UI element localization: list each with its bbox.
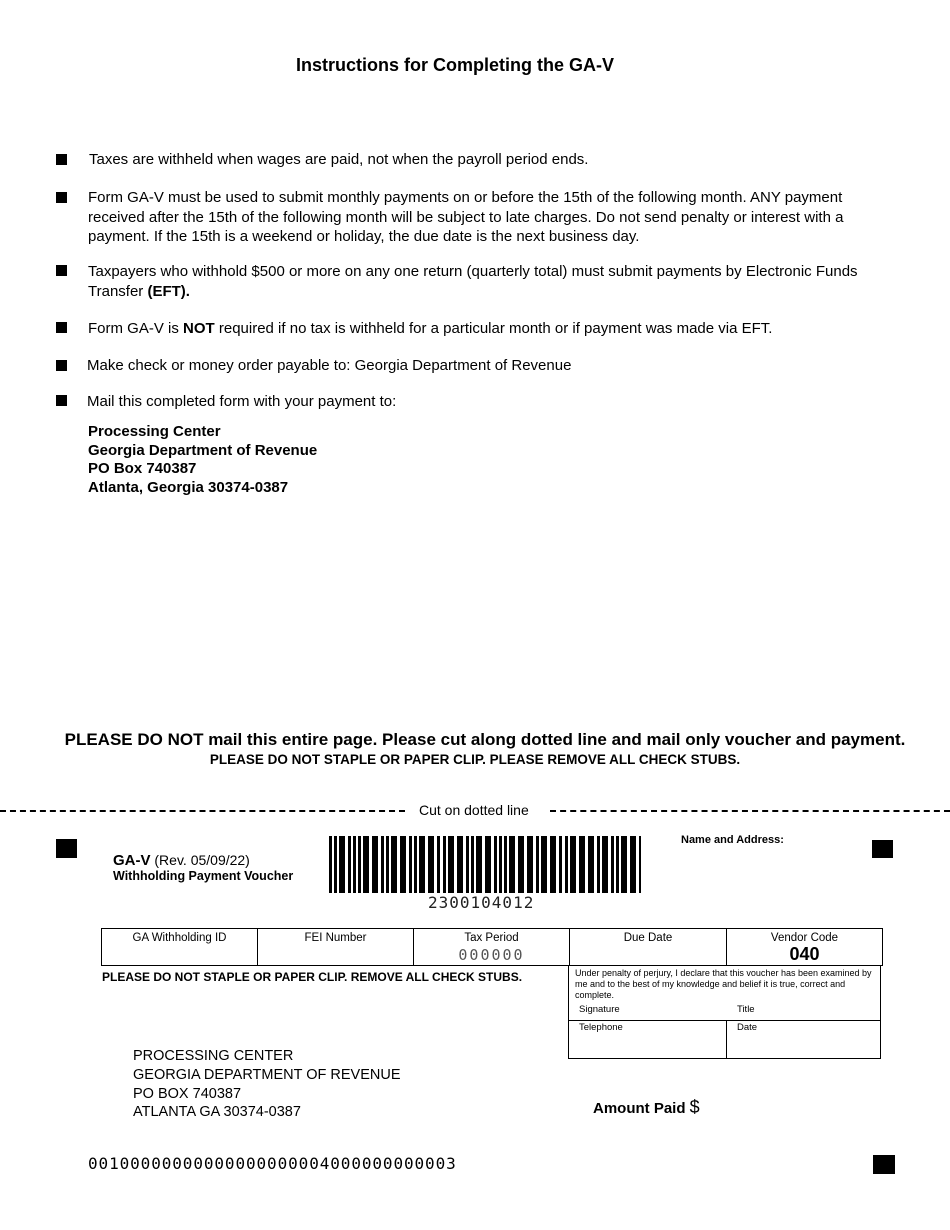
- barcode-bar: [559, 836, 562, 893]
- barcode-bar: [509, 836, 515, 893]
- processing-address: [133, 1047, 401, 1122]
- barcode-bar: [381, 836, 384, 893]
- voucher-field-grid: [101, 928, 883, 966]
- bullet-square-icon: [56, 360, 67, 371]
- ga-withholding-id-field[interactable]: [102, 929, 258, 966]
- due-date-label: Due Date: [623, 932, 673, 944]
- barcode-bar: [358, 836, 361, 893]
- due-date-field[interactable]: [570, 929, 727, 966]
- mailing-address-line: Atlanta, Georgia 30374-0387: [88, 479, 289, 497]
- mailing-address-line: Processing Center: [88, 423, 221, 440]
- cut-line-left: [0, 810, 405, 812]
- barcode-bar: [443, 836, 446, 893]
- processing-address-line: PO BOX 740387: [133, 1085, 242, 1102]
- barcode-bar: [329, 836, 332, 893]
- bullet-square-icon: [56, 192, 67, 203]
- cut-line-right: [550, 810, 950, 812]
- processing-address-line: GEORGIA DEPARTMENT OF REVENUE: [133, 1066, 401, 1083]
- barcode-bar: [334, 836, 337, 893]
- barcode-bar: [471, 836, 474, 893]
- barcode-bar: [570, 836, 576, 893]
- mailing-address-line: Georgia Department of Revenue: [88, 441, 318, 459]
- form-id: [113, 852, 250, 869]
- barcode-bar: [437, 836, 440, 893]
- barcode-bar: [448, 836, 454, 893]
- barcode-bar: [579, 836, 585, 893]
- bullet-square-icon: [56, 154, 67, 165]
- instruction-bullet-4-text-after: required if no tax is withheld for a particular month or if payment was made via EFT.: [214, 320, 773, 337]
- amount-paid-field[interactable]: [593, 1097, 700, 1118]
- instruction-bullet-6: Mail this completed form with your payment to:: [87, 393, 397, 410]
- form-code: GA-V: [113, 852, 151, 869]
- vendor-code-value: 040: [789, 944, 820, 964]
- registration-mark: [56, 839, 77, 858]
- amount-paid-label: Amount Paid: [593, 1100, 686, 1117]
- barcode-bar: [527, 836, 533, 893]
- ga-withholding-id-label: GA Withholding ID: [132, 932, 227, 944]
- barcode-bar: [616, 836, 619, 893]
- barcode-bar: [541, 836, 547, 893]
- date-input[interactable]: [728, 1036, 878, 1056]
- barcode: [329, 836, 641, 893]
- name-and-address-label: Name and Address:: [681, 834, 784, 846]
- cut-line-label: Cut on dotted line: [419, 802, 529, 818]
- instruction-bullet-1: Taxes are withheld when wages are paid, not when the payroll period ends.: [89, 151, 589, 168]
- barcode-bar: [536, 836, 539, 893]
- barcode-bar: [386, 836, 389, 893]
- registration-mark: [873, 1155, 895, 1174]
- form-revision: (Rev. 05/09/22): [154, 852, 250, 868]
- barcode-bar: [419, 836, 425, 893]
- signature-label: Signature: [579, 1004, 620, 1015]
- barcode-bar: [611, 836, 614, 893]
- barcode-bar: [588, 836, 594, 893]
- instruction-bullet-4-bold: NOT: [183, 320, 215, 337]
- barcode-bar: [348, 836, 351, 893]
- tax-period-label: Tax Period: [464, 932, 519, 944]
- mailing-address-line: PO Box 740387: [88, 460, 197, 478]
- staple-notice: PLEASE DO NOT STAPLE OR PAPER CLIP. REMOVE ALL CHECK STUBS.: [102, 970, 523, 984]
- fei-number-label: FEI Number: [304, 932, 367, 944]
- barcode-bar: [476, 836, 482, 893]
- instruction-bullet-4-text: Form GA-V is: [88, 320, 184, 337]
- barcode-bar: [353, 836, 356, 893]
- date-label: Date: [737, 1022, 758, 1033]
- page-title: Instructions for Completing the GA-V: [296, 55, 614, 75]
- barcode-bar: [391, 836, 397, 893]
- barcode-bar: [428, 836, 434, 893]
- barcode-bar: [339, 836, 345, 893]
- barcode-bar: [494, 836, 497, 893]
- title-input[interactable]: [728, 1016, 878, 1020]
- perjury-declaration: Under penalty of perjury, I declare that this voucher has been examined by me and to the best of my knowledge and belief it is true, correct and complete.: [575, 968, 872, 1000]
- telephone-label: Telephone: [579, 1022, 623, 1033]
- barcode-bar: [565, 836, 568, 893]
- barcode-bar: [409, 836, 412, 893]
- form-name: Withholding Payment Voucher: [113, 869, 294, 883]
- barcode-bar: [597, 836, 600, 893]
- bullet-square-icon: [56, 265, 67, 276]
- instruction-bullet-3: [88, 262, 903, 301]
- scanline: 00100000000000000000004000000000003: [88, 1154, 457, 1173]
- barcode-bar: [621, 836, 627, 893]
- instruction-bullet-3-text: Taxpayers who withhold $500 or more on any one return (quarterly total) must submit payments by Electronic Funds Transfer: [88, 263, 858, 300]
- instruction-bullet-3-bold: (EFT).: [147, 282, 190, 300]
- barcode-bar: [550, 836, 556, 893]
- mailing-address: [88, 423, 317, 498]
- barcode-bar: [639, 836, 641, 893]
- staple-warning: PLEASE DO NOT STAPLE OR PAPER CLIP. PLEASE REMOVE ALL CHECK STUBS.: [209, 752, 741, 767]
- barcode-bar: [457, 836, 463, 893]
- barcode-bar: [485, 836, 491, 893]
- processing-address-line: ATLANTA GA 30374-0387: [133, 1104, 301, 1121]
- bullet-square-icon: [56, 395, 67, 406]
- vendor-code-field: [727, 929, 883, 966]
- barcode-bar: [602, 836, 608, 893]
- vendor-code-label: Vendor Code: [770, 932, 839, 944]
- divider: [569, 1020, 880, 1021]
- barcode-bar: [630, 836, 636, 893]
- barcode-bar: [363, 836, 369, 893]
- barcode-bar: [504, 836, 507, 893]
- dollar-sign: $: [689, 1097, 700, 1117]
- telephone-input[interactable]: [570, 1036, 724, 1056]
- instruction-bullet-5: Make check or money order payable to: Georgia Department of Revenue: [87, 357, 572, 374]
- barcode-number: 2300104012: [428, 893, 535, 912]
- processing-address-line: PROCESSING CENTER: [133, 1048, 294, 1064]
- title-label: Title: [737, 1004, 755, 1015]
- barcode-bar: [518, 836, 524, 893]
- registration-mark: [872, 840, 893, 858]
- signature-input[interactable]: [570, 1016, 724, 1020]
- divider: [726, 1020, 727, 1058]
- bullet-square-icon: [56, 322, 67, 333]
- instruction-bullet-2: Form GA-V must be used to submit monthly payments on or before the 15th of the following month. ANY payment received after the 15th of the following month will be subject to late charges. Do not send penalty or interest with a payment. If the 15th is a weekend or holiday, the due date is the next business day.: [88, 189, 844, 245]
- barcode-bar: [372, 836, 378, 893]
- barcode-bar: [466, 836, 469, 893]
- tax-period-value: 000000: [458, 946, 525, 964]
- fei-number-field[interactable]: [258, 929, 414, 966]
- barcode-bar: [414, 836, 417, 893]
- mail-warning: PLEASE DO NOT mail this entire page. Please cut along dotted line and mail only voucher and payment.: [64, 730, 906, 749]
- tax-period-field[interactable]: [414, 929, 570, 966]
- barcode-bar: [400, 836, 406, 893]
- instruction-bullet-4: [88, 319, 928, 339]
- barcode-bar: [499, 836, 502, 893]
